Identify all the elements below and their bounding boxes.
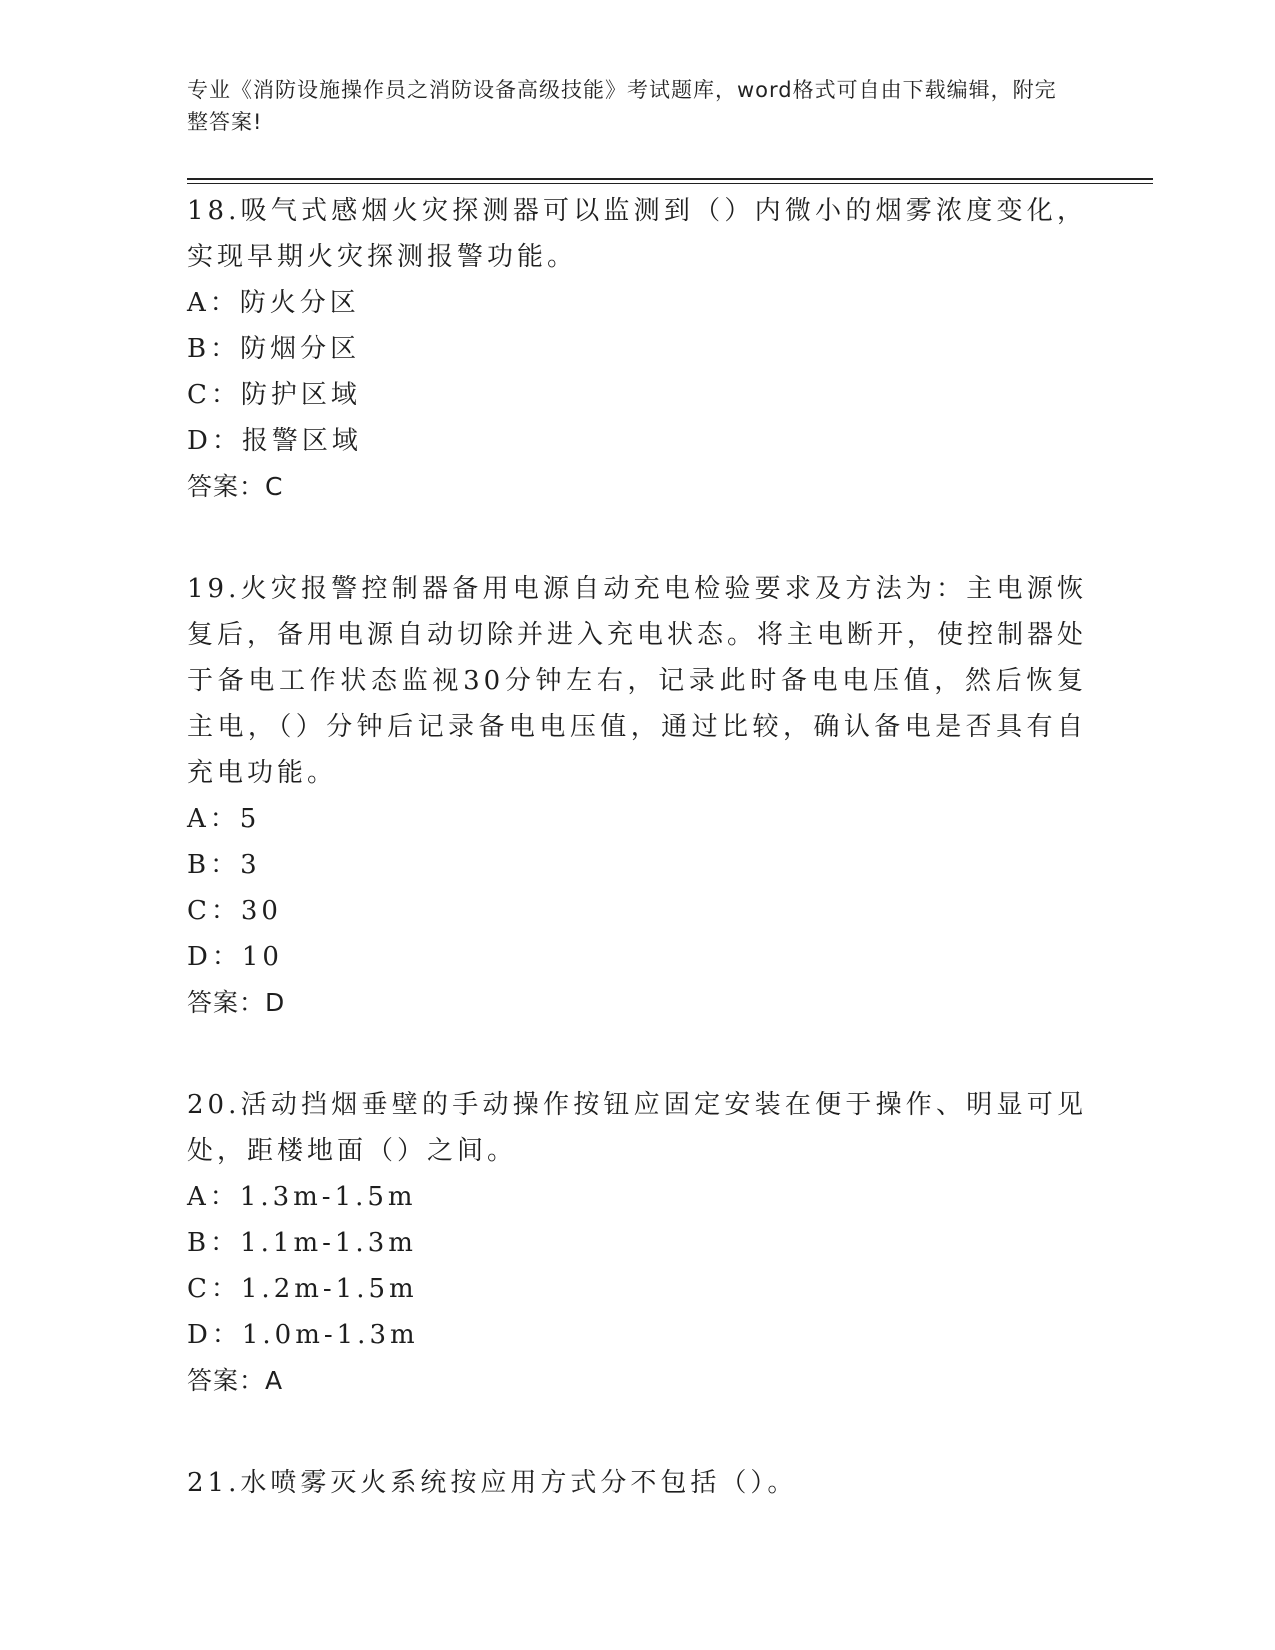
option-d: D：10 <box>187 942 283 972</box>
document-header: 专业《消防设施操作员之消防设备高级技能》考试题库，word格式可自由下载编辑，附完整答案! <box>187 78 1057 134</box>
question-stem: 20.活动挡烟垂壁的手动操作按钮应固定安装在便于操作、明显可见处，距楼地面（）之间。 <box>187 1090 1087 1166</box>
question-19 <box>187 566 1087 1026</box>
option-b: B：1.1m-1.3m <box>187 1228 417 1258</box>
option-b: B：3 <box>187 850 261 880</box>
header-rule-thick <box>187 178 1153 180</box>
question-stem: 21.水喷雾灭火系统按应用方式分不包括（）。 <box>187 1468 798 1498</box>
option-a: A：5 <box>187 804 261 834</box>
header-rule-thin <box>187 183 1153 184</box>
answer-line: 答案：A <box>187 1366 284 1395</box>
option-c: C：防护区域 <box>187 380 361 410</box>
question-stem: 18.吸气式感烟火灾探测器可以监测到（）内微小的烟雾浓度变化，实现早期火灾探测报警功能。 <box>187 196 1087 272</box>
question-18 <box>187 188 1087 510</box>
option-b: B：防烟分区 <box>187 334 361 364</box>
answer-line: 答案：D <box>187 988 286 1017</box>
question-list <box>187 188 1087 1562</box>
option-d: D：报警区域 <box>187 426 362 456</box>
option-a: A：1.3m-1.5m <box>187 1182 417 1212</box>
answer-line: 答案：C <box>187 472 284 501</box>
option-a: A：防火分区 <box>187 288 360 318</box>
question-20 <box>187 1082 1087 1404</box>
question-stem: 19.火灾报警控制器备用电源自动充电检验要求及方法为：主电源恢复后，备用电源自动切除并进入充电状态。将主电断开，使控制器处于备电工作状态监视30分钟左右，记录此时备电电压值，然后恢复主电，（）分钟后记录备电电压值，通过比较，确认备电是否具有自充电功能。 <box>187 574 1088 788</box>
option-c: C：30 <box>187 896 282 926</box>
option-c: C：1.2m-1.5m <box>187 1274 418 1304</box>
question-21 <box>187 1460 1087 1506</box>
option-d: D：1.0m-1.3m <box>187 1320 419 1350</box>
